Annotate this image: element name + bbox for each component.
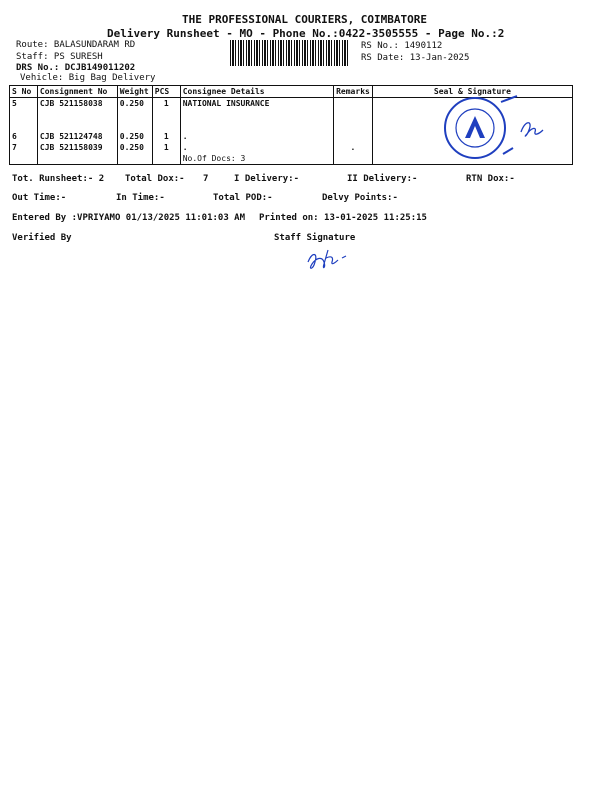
row-5-pcs: 1 bbox=[163, 99, 169, 108]
rtn-dox: RTN Dox:- bbox=[466, 174, 515, 184]
seal-signature-scrawl bbox=[521, 123, 543, 136]
i-delivery: I Delivery:- bbox=[234, 174, 300, 184]
col-seal: Seal & Signature bbox=[372, 86, 572, 98]
row-6-consignee: . bbox=[182, 132, 188, 141]
row-5-consignment: CJB 521158038 bbox=[39, 99, 103, 108]
col-pcs: PCS bbox=[152, 86, 180, 98]
row-6-consignment: CJB 521124748 bbox=[39, 132, 103, 141]
row-5-weight: 0.250 bbox=[119, 99, 144, 108]
in-time: In Time:- bbox=[116, 193, 165, 203]
printed-on: Printed on: 13-01-2025 11:25:15 bbox=[259, 213, 427, 223]
drs-number: DRS No.: DCJB149011202 bbox=[16, 63, 136, 73]
row-7-consignment: CJB 521158039 bbox=[39, 143, 103, 152]
row-7-sno: 7 bbox=[12, 143, 17, 152]
col-remarks: Remarks bbox=[334, 86, 373, 98]
staff-signature bbox=[302, 244, 358, 276]
runsheet-subtitle: Delivery Runsheet - MO - Phone No.:0422-3505555 - Page No.:2 bbox=[107, 27, 505, 40]
row-6-weight: 0.250 bbox=[119, 132, 144, 141]
vehicle-label: Vehicle: Big Bag Delivery bbox=[20, 73, 156, 83]
staff-signature-label: Staff Signature bbox=[274, 233, 356, 243]
verified-by: Verified By bbox=[12, 233, 72, 243]
staff-label: Staff: PS SURESH bbox=[16, 52, 103, 62]
entered-by: Entered By :VPRIYAMO 01/13/2025 11:01:03 AM bbox=[12, 213, 245, 223]
rs-number: RS No.: 1490112 bbox=[361, 41, 443, 51]
row-5-consignee: NATIONAL INSURANCE bbox=[182, 99, 270, 108]
col-weight: Weight bbox=[117, 86, 152, 98]
total-dox-label: Total Dox:- bbox=[125, 174, 185, 184]
row-5-sno: 5 bbox=[12, 99, 17, 108]
company-seal-stamp bbox=[437, 92, 557, 162]
col-consignment: Consignment No bbox=[37, 86, 117, 98]
row-7-consignee: . bbox=[182, 143, 188, 152]
col-consignee: Consignee Details bbox=[180, 86, 333, 98]
out-time: Out Time:- bbox=[12, 193, 67, 203]
rs-date: RS Date: 13-Jan-2025 bbox=[361, 53, 470, 63]
route-label: Route: BALASUNDARAM RD bbox=[16, 40, 136, 50]
remarks-mark: . bbox=[350, 143, 356, 152]
delvy-points: Delvy Points:- bbox=[322, 193, 398, 203]
row-7-pcs: 1 bbox=[163, 143, 169, 152]
row-7-weight: 0.250 bbox=[119, 143, 144, 152]
total-dox-value: 7 bbox=[203, 174, 209, 184]
row-6-sno: 6 bbox=[12, 132, 17, 141]
company-title: THE PROFESSIONAL COURIERS, COIMBATORE bbox=[182, 13, 428, 26]
docs-count: No.Of Docs: 3 bbox=[182, 154, 246, 163]
col-sno: S No bbox=[10, 86, 38, 98]
total-pod: Total POD:- bbox=[213, 193, 273, 203]
row-6-pcs: 1 bbox=[163, 132, 169, 141]
ii-delivery: II Delivery:- bbox=[347, 174, 418, 184]
barcode bbox=[230, 40, 350, 66]
tot-runsheet: Tot. Runsheet:- 2 bbox=[12, 174, 105, 184]
